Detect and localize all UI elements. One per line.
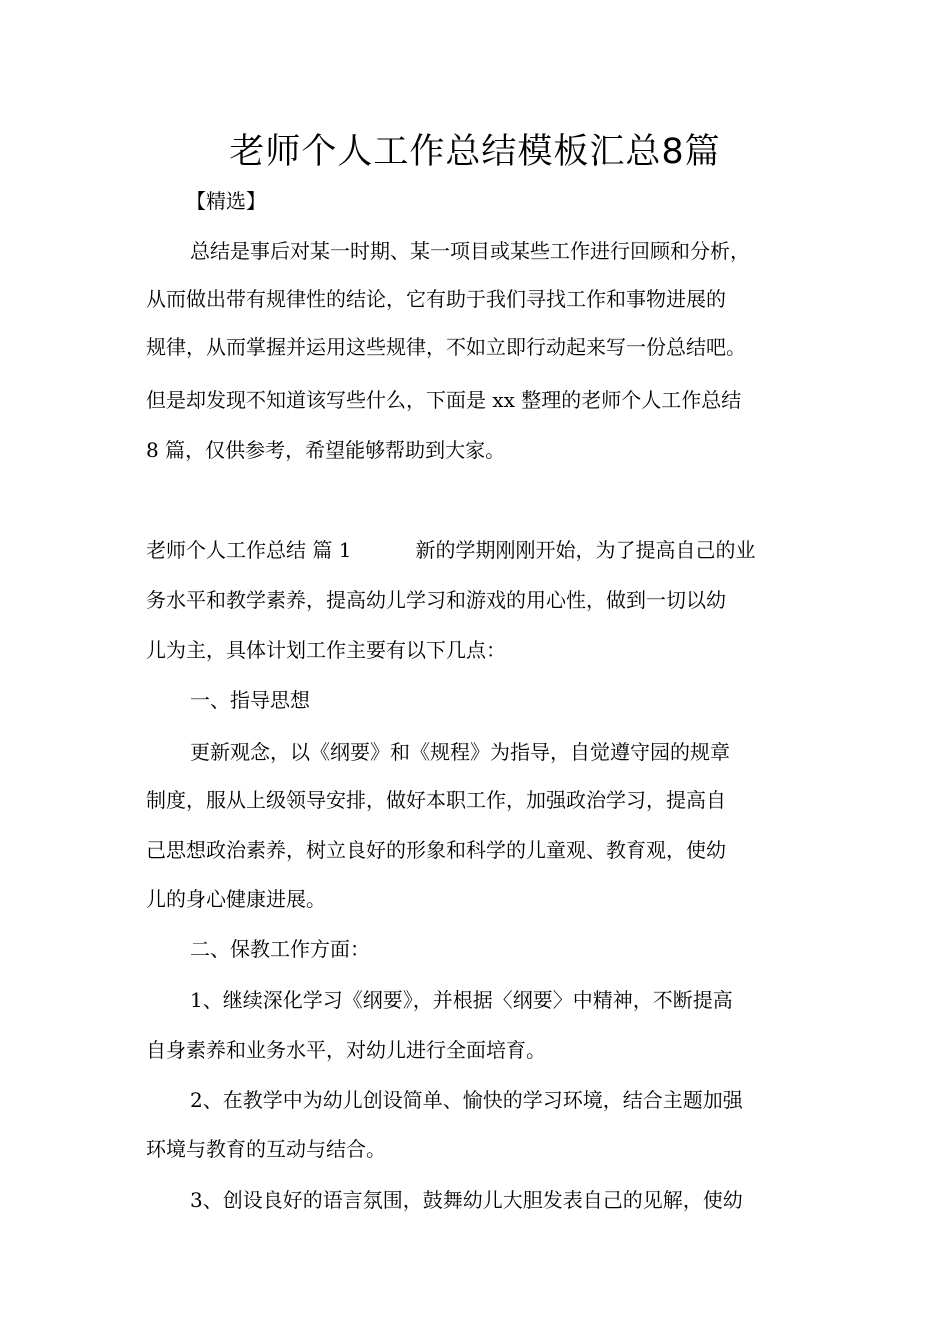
paragraph-line: 儿为主，具体计划工作主要有以下几点： <box>146 638 506 662</box>
document-title: 老师个人工作总结模板汇总8篇 <box>229 132 721 172</box>
paragraph-line: 但是却发现不知道该写些什么，下面是 xx 整理的老师个人工作总结 <box>146 388 742 412</box>
paragraph-line: 己思想政治素养，树立良好的形象和科学的儿童观、教育观，使幼 <box>146 838 726 862</box>
paragraph-line: 1、继续深化学习《纲要》，并根据〈纲要〉中精神，不断提高 <box>190 988 733 1012</box>
paragraph-line: 制度，服从上级领导安排，做好本职工作，加强政治学习，提高自 <box>146 788 726 812</box>
paragraph-line: 自身素养和业务水平，对幼儿进行全面培育。 <box>146 1038 546 1062</box>
paragraph-line: 务水平和教学素养，提高幼儿学习和游戏的用心性，做到一切以幼 <box>146 588 726 612</box>
paragraph-line: 8 篇，仅供参考，希望能够帮助到大家。 <box>146 438 506 462</box>
paragraph-line: 更新观念，以《纲要》和《规程》为指导，自觉遵守园的规章 <box>190 740 730 764</box>
paragraph-line: 儿的身心健康进展。 <box>146 887 326 911</box>
paragraph-line: 3、创设良好的语言氛围，鼓舞幼儿大胆发表自己的见解，使幼 <box>190 1188 743 1212</box>
tag-label: 【精选】 <box>186 189 266 213</box>
paragraph-line: 总结是事后对某一时期、某一项目或某些工作进行回顾和分析， <box>190 239 750 263</box>
subheading-line: 二、保教工作方面： <box>190 937 370 961</box>
section-heading-line <box>146 535 755 565</box>
paragraph-line: 2、在教学中为幼儿创设简单、愉快的学习环境，结合主题加强 <box>190 1088 743 1112</box>
paragraph-text: 新的学期刚刚开始，为了提高自己的业 <box>415 538 756 562</box>
section-heading: 老师个人工作总结 篇 1 <box>146 538 352 562</box>
paragraph-line: 环境与教育的互动与结合。 <box>146 1137 386 1161</box>
paragraph-line: 规律，从而掌握并运用这些规律，不如立即行动起来写一份总结吧。 <box>146 335 746 359</box>
subheading-line: 一、指导思想 <box>190 688 310 712</box>
paragraph-line: 从而做出带有规律性的结论，它有助于我们寻找工作和事物进展的 <box>146 287 726 311</box>
